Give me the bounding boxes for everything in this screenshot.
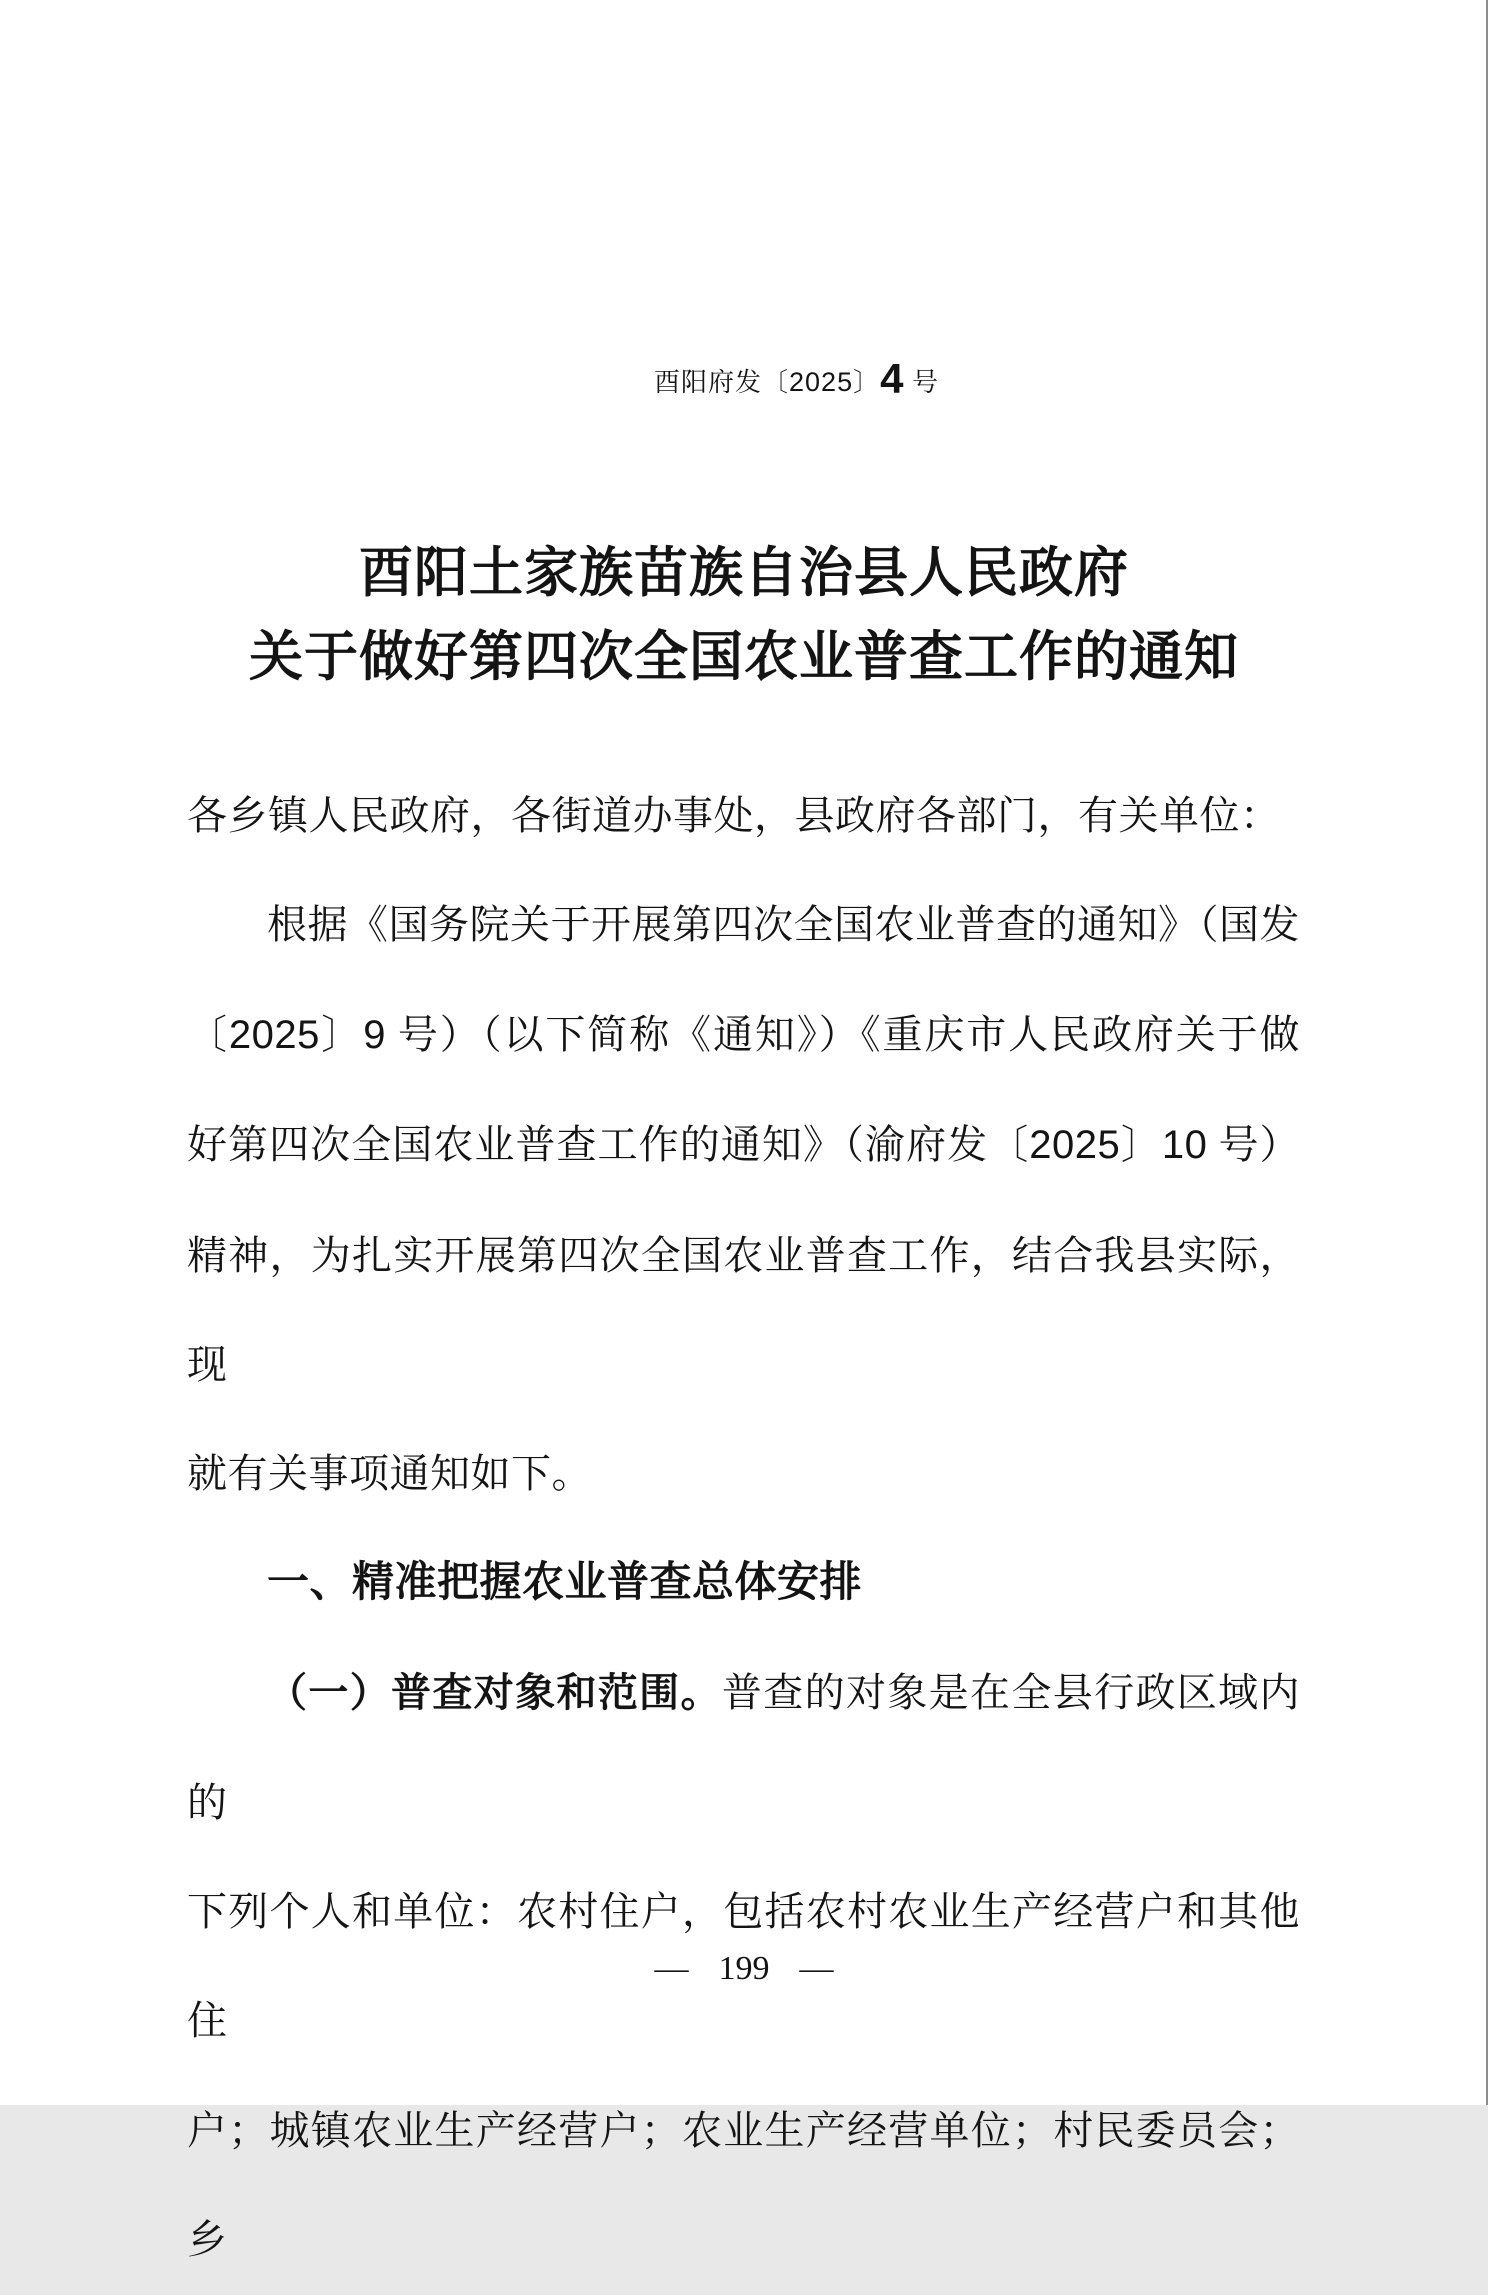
doc-number-close-bracket: 〕 <box>853 368 881 397</box>
body-line-3-rest: 号）（以下简称《通知》）《重庆市人民政府关于做 <box>385 1011 1301 1057</box>
body-line-8 <box>187 1638 1300 1857</box>
doc-number-issue: 4 <box>880 355 905 402</box>
body-line-10: 户；城镇农业生产经营户；农业生产经营单位；村民委员会；乡 <box>187 2107 1300 2263</box>
body-line-9: 下列个人和单位：农村住户，包括农村农业生产经营户和其他住 <box>187 1889 1300 2044</box>
body-line-3-text: 〔 <box>187 1011 229 1057</box>
body-line-6: 就有关事项通知如下。 <box>187 1451 592 1497</box>
body-line-4-year: 2025 <box>1029 1123 1121 1168</box>
body-line-2: 根据《国务院关于开展第四次全国农业普查的通知》（国发 <box>267 902 1300 948</box>
doc-number <box>0 355 1488 403</box>
footer-dash-left: — <box>654 1950 689 1987</box>
page-footer <box>0 1950 1488 1988</box>
body-line-4-bracket: 〕 <box>1120 1122 1162 1168</box>
section-heading-1: 一、精准把握农业普查总体安排 <box>267 1559 863 1606</box>
body-line-4 <box>187 1090 1300 1200</box>
title-line-1: 酉阳土家族苗族自治县人民政府 <box>359 543 1129 603</box>
body-line-5: 精神，为扎实开展第四次全国农业普查工作，结合我县实际，现 <box>187 1232 1300 1388</box>
body-line-4-text: 好第四次全国农业普查工作的通知》（渝府发〔 <box>187 1122 1030 1168</box>
page-number: 199 <box>718 1950 770 1987</box>
salutation-line: 各乡镇人民政府，各街道办事处，县政府各部门，有关单位： <box>187 793 1281 838</box>
doc-number-prefix: 酉阳府发〔 <box>654 368 790 397</box>
body-line-3 <box>187 980 1300 1090</box>
doc-number-suffix: 号 <box>904 368 939 397</box>
body-line-8-text: 普查的对象是在全县行政区域内的 <box>187 1670 1301 1825</box>
body-line-3-bracket: 〕 <box>319 1011 364 1057</box>
title-line-2: 关于做好第四次全国农业普查工作的通知 <box>249 627 1239 687</box>
doc-number-year: 2025 <box>789 367 854 397</box>
footer-dash-right: — <box>799 1950 834 1987</box>
body-line-3-issue: 9 <box>363 1012 386 1057</box>
document-title <box>0 531 1488 699</box>
body-line-4-rest: 号） <box>1207 1122 1301 1168</box>
document-body <box>187 761 1300 2295</box>
body-line-3-year: 2025 <box>228 1012 320 1057</box>
body-line-4-issue: 10 <box>1161 1123 1208 1168</box>
subsection-label: （一）普查对象和范围。 <box>267 1670 722 1716</box>
